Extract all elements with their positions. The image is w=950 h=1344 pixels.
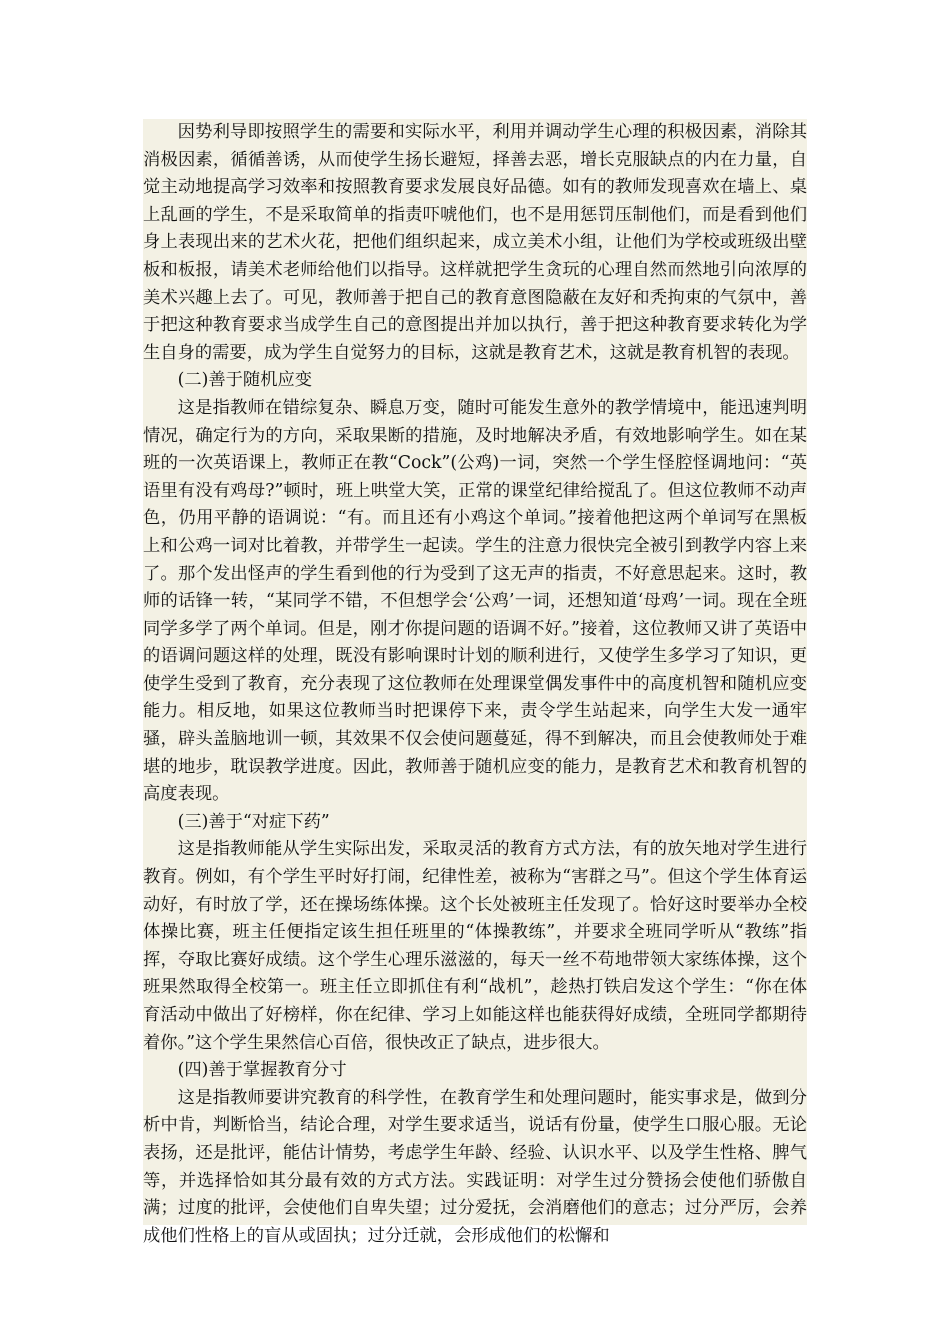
paragraph-body: 这是指教师要讲究教育的科学性，在教育学生和处理问题时，能实事求是，做到分析中肯，判断恰当，结论合理，对学生要求适当，说话有份量，使学生口服心服。无论表扬，还是批评，能估计情势，考虑学生年龄、经验、认识水平、以及学生性格、脾气等，并选择恰如其分最有效的方式方法。实践证明：对学生过分赞扬会使他们骄傲自满；过度的批评，会使他们自卑失望；过分爱抚，会消磨他们的意志；过分严厉，会养成他们性格上的盲从或固执；过分迁就，会形成他们的松懈和	[143, 1087, 807, 1246]
paragraph-body: 这是指教师在错综复杂、瞬息万变，随时可能发生意外的教学情境中，能迅速判明情况，确定行为的方向，采取果断的措施，及时地解决矛盾，有效地影响学生。如在某班的一次英语课上，教师正在教“Cock”(公鸡)一词，突然一个学生怪腔怪调地问：“英语里有没有鸡母?”顿时，班上哄堂大笑，正常的课堂纪律给搅乱了。但这位教师不动声色，仍用平静的语调说：“有。而且还有小鸡这个单词。”接着他把这两个单词写在黑板上和公鸡一词对比着教，并带学生一起读。学生的注意力很快完全被引到教学内容上来了。那个发出怪声的学生看到他的行为受到了这无声的指责，不好意思起来。这时，教师的话锋一转，“某同学不错，不但想学会‘公鸡’一词，还想知道‘母鸡’一词。现在全班同学多学了两个单词。但是，刚才你提问题的语调不好。”接着，这位教师又讲了英语中的语调问题这样的处理，既没有影响课时计划的顺利进行，又使学生多学习了知识，更使学生受到了教育，充分表现了这位教师在处理课堂偶发事件中的高度机智和随机应变能力。相反地，如果这位教师当时把课停下来，责令学生站起来，向学生大发一通牢骚，辟头盖脑地训一顿，其效果不仅会使问题蔓延，得不到解决，而且会使教师处于难堪的地步，耽误教学进度。因此，教师善于随机应变的能力，是教育艺术和教育机智的高度表现。	[143, 397, 807, 805]
document-text-block	[143, 119, 807, 1246]
paragraph-body: 因势利导即按照学生的需要和实际水平，利用并调动学生心理的积极因素，消除其消极因素，循循善诱，从而使学生扬长避短，择善去恶，增长克服缺点的内在力量，自觉主动地提高学习效率和按照教育要求发展良好品德。如有的教师发现喜欢在墙上、桌上乱画的学生，不是采取简单的指责吓唬他们，也不是用惩罚压制他们，而是看到他们身上表现出来的艺术火花，把他们组织起来，成立美术小组，让他们为学校或班级出壁板和板报，请美术老师给他们以指导。这样就把学生贪玩的心理自然而然地引向浓厚的美术兴趣上去了。可见，教师善于把自己的教育意图隐蔽在友好和秃拘束的气氛中，善于把这种教育要求当成学生自己的意图提出并加以执行，善于把这种教育要求转化为学生自身的需要，成为学生自觉努力的目标，这就是教育艺术，这就是教育机智的表现。	[143, 122, 807, 363]
section-heading: (二)善于随机应变	[177, 370, 313, 391]
section-heading: (四)善于掌握教育分寸	[177, 1060, 347, 1081]
paragraph-body: 这是指教师能从学生实际出发，采取灵活的教育方式方法，有的放矢地对学生进行教育。例如，有个学生平时好打闹，纪律性差，被称为“害群之马”。但这个学生体育运动好，有时放了学，还在操场练体操。这个长处被班主任发现了。恰好这时要举办全校体操比赛，班主任便指定该生担任班里的“体操教练”，并要求全班同学听从“教练”指挥，夺取比赛好成绩。这个学生心理乐滋滋的，每天一丝不苟地带领大家练体操，这个班果然取得全校第一。班主任立即抓住有利“战机”，趁热打铁启发这个学生：“你在体育活动中做出了好榜样，你在纪律、学习上如能这样也能获得好成绩，全班同学都期待着你。”这个学生果然信心百倍，很快改正了缺点，进步很大。	[143, 839, 807, 1053]
section-heading: (三)善于“对症下药”	[177, 811, 330, 832]
